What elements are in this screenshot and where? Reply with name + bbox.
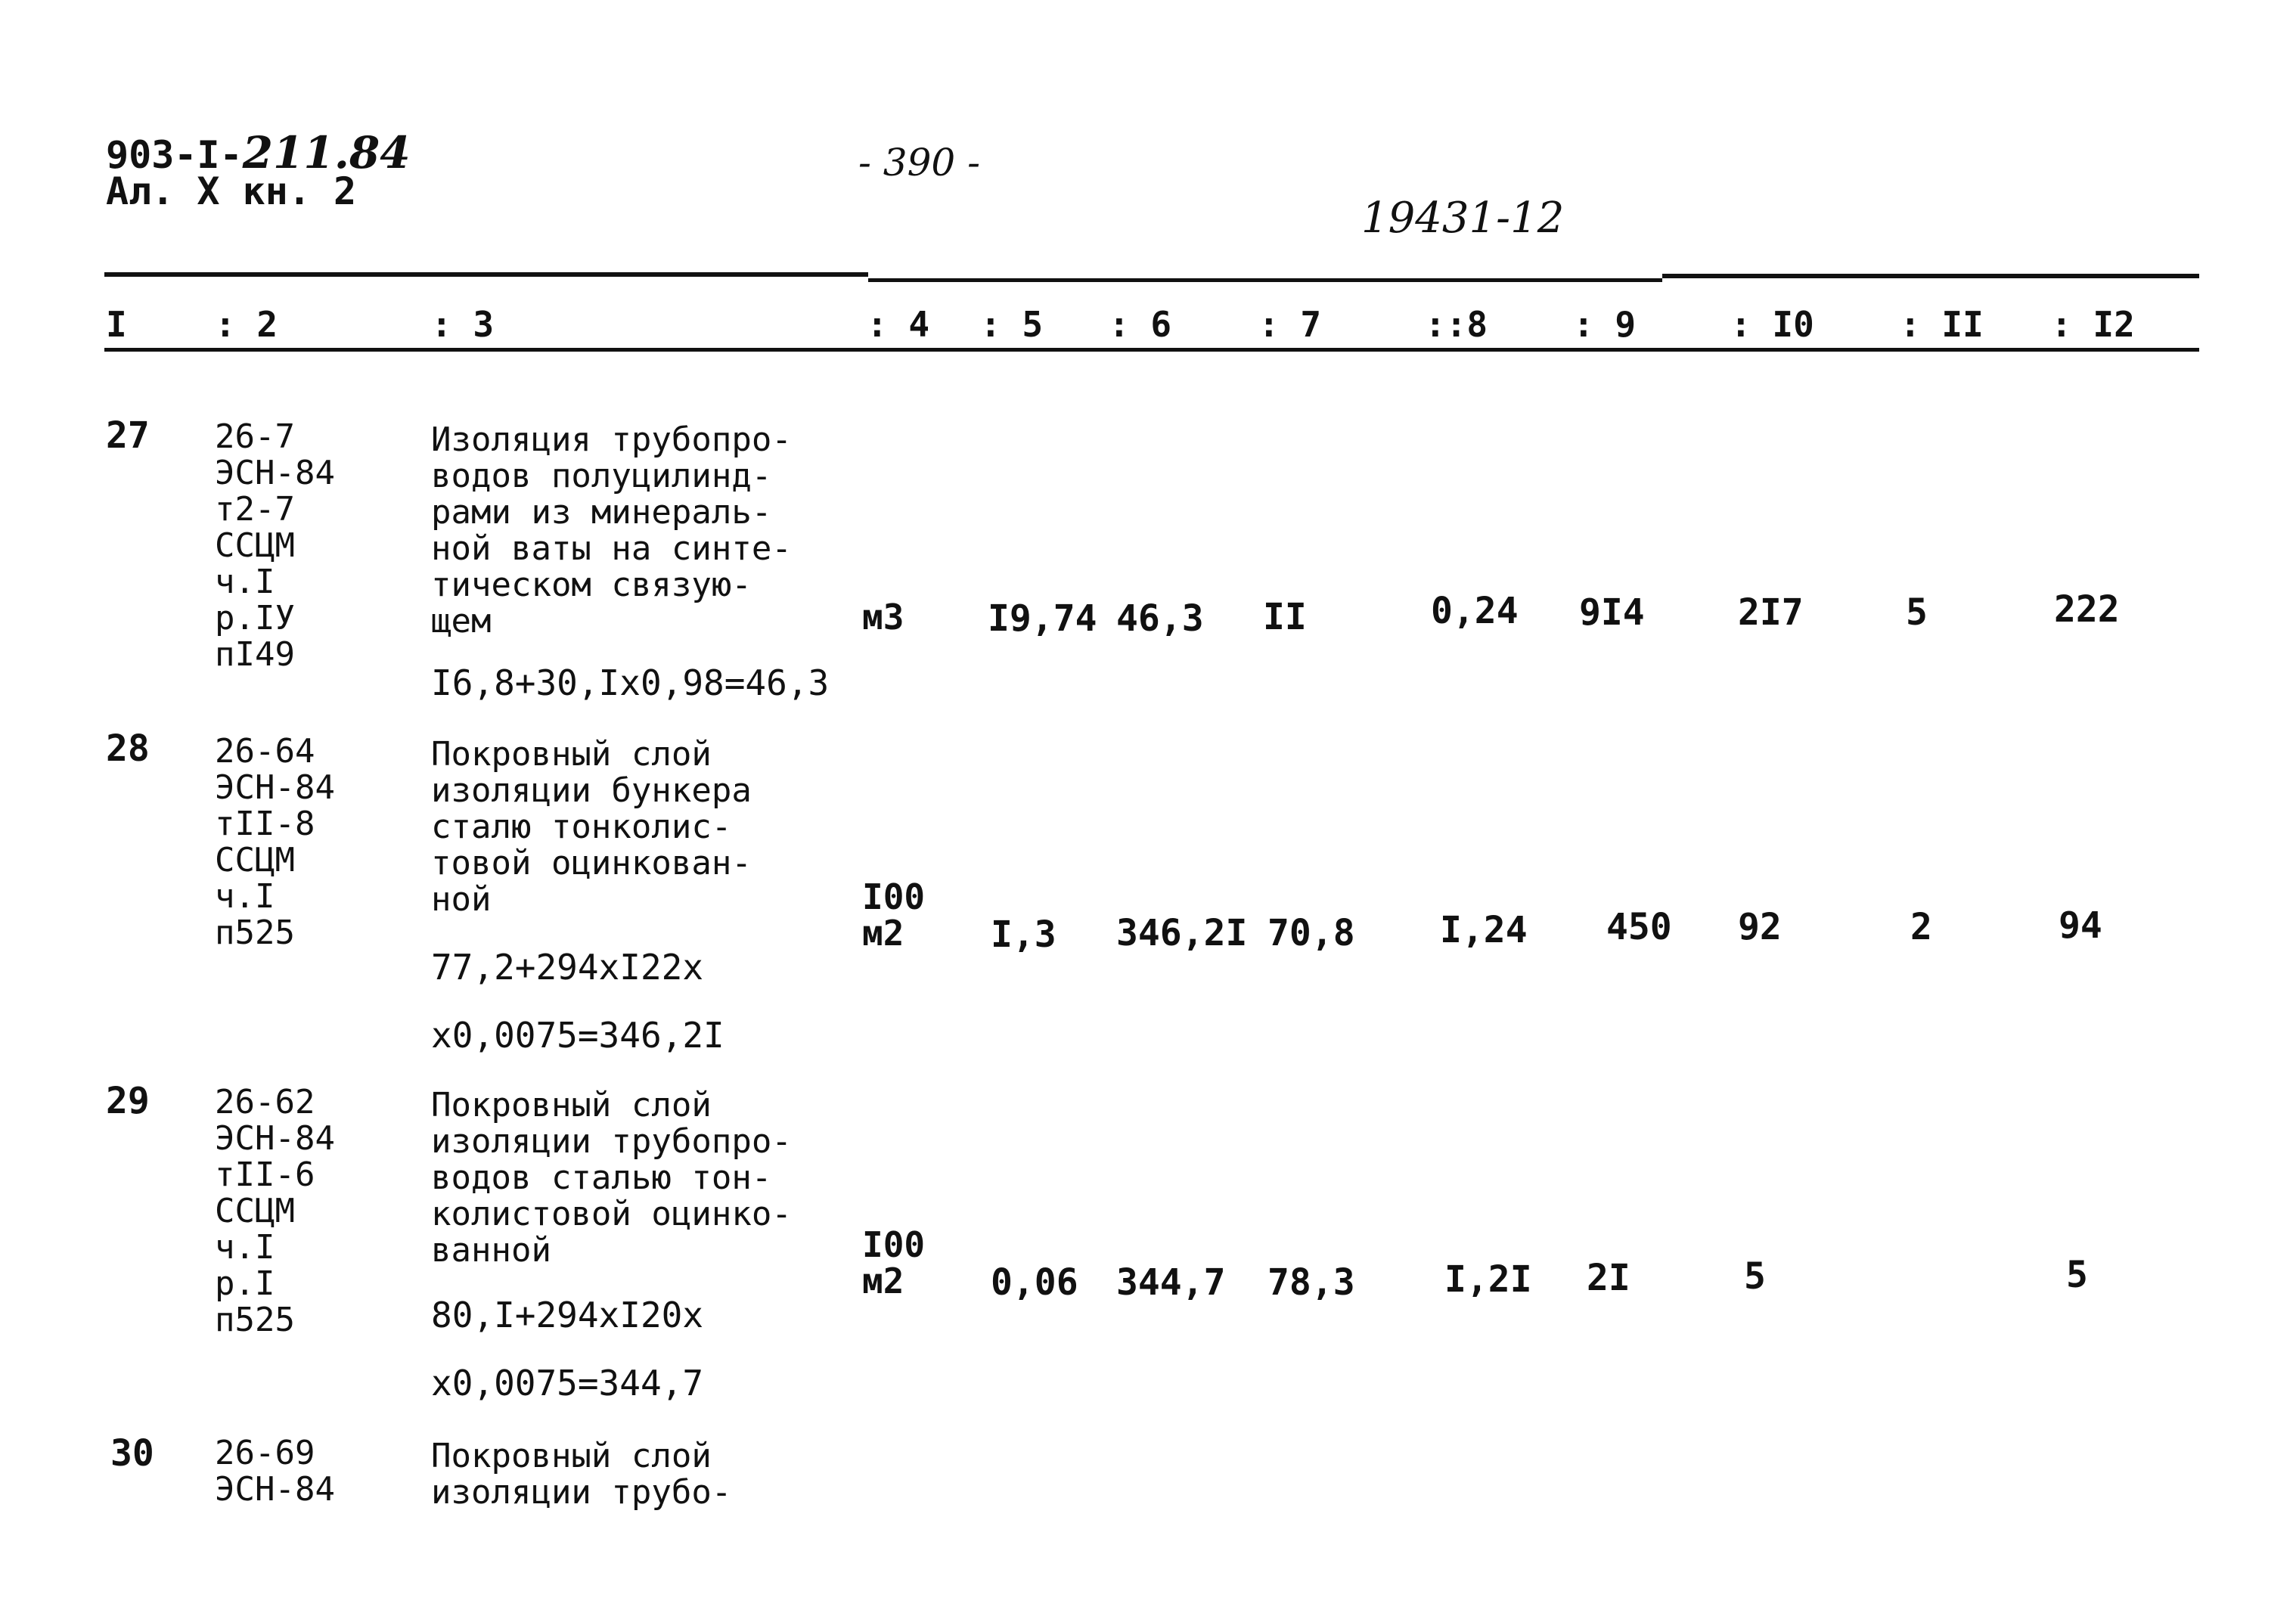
row-28-col8: I,24: [1440, 909, 1528, 951]
row-27-description: Изоляция трубопро- водов полуцилинд- рами из минераль- ной ваты на синте- тическом связую- щем: [431, 420, 792, 641]
row-29-col7: 78,3: [1267, 1261, 1355, 1304]
row-27-col11: 5: [1906, 591, 1928, 634]
row-29-formula-line-1: 80,I+294хI20х: [431, 1295, 704, 1335]
row-27-formula-line-1: I6,8+30,Iх0,98=46,3: [431, 662, 830, 703]
col-header-5: : 5: [980, 304, 1044, 345]
row-28-col5: I,3: [991, 913, 1056, 956]
row-27-unit: м3: [862, 597, 904, 637]
album-line: Ал. X кн. 2: [106, 169, 357, 213]
row-29-description: Покровный слой изоляции трубопро- водов сталью тон- колистовой оцинко- ванной: [431, 1086, 792, 1270]
col-header-4: : 4: [867, 304, 930, 345]
col-header-12: : I2: [2051, 304, 2135, 345]
col-header-7: : 7: [1258, 304, 1322, 345]
col-header-3: : 3: [431, 304, 495, 345]
row-29-formula-line-2: х0,0075=344,7: [431, 1363, 704, 1404]
row-28-col12: 94: [2059, 904, 2102, 947]
col-header-9: : 9: [1573, 304, 1637, 345]
row-27-col9: 9I4: [1579, 591, 1645, 634]
row-27-col7: II: [1263, 596, 1307, 638]
top-rule-right: [1662, 274, 2199, 278]
row-27-code: 26-7 ЭСН-84 т2-7 ССЦМ ч.I р.IУ пI49: [215, 417, 335, 674]
col-header-6: : 6: [1109, 304, 1172, 345]
row-28-col9: 450: [1606, 906, 1672, 948]
row-28-code: 26-64 ЭСН-84 тII-8 ССЦМ ч.I п525: [215, 732, 335, 952]
row-27-col12: 222: [2054, 588, 2120, 631]
row-30-description: Покровный слой изоляции трубо-: [431, 1437, 732, 1512]
handwritten-number: 19431-12: [1361, 194, 1565, 243]
top-rule-left: [104, 272, 868, 277]
row-28-unit: I00 м2: [862, 876, 926, 954]
col-header-11: : II: [1900, 304, 1984, 345]
row-28-formula-line-2: х0,0075=346,2I: [431, 1015, 724, 1056]
row-28-description: Покровный слой изоляции бункера сталю тонколис- товой оцинкован- ной: [431, 735, 752, 919]
row-27-number: 27: [106, 414, 150, 457]
row-29-col6: 344,7: [1116, 1261, 1226, 1304]
row-28-col11: 2: [1910, 906, 1932, 948]
row-27-col6: 46,3: [1116, 597, 1204, 640]
col-header-8: ::8: [1425, 304, 1488, 345]
row-28-col6: 346,2I: [1116, 912, 1248, 954]
page-marker: - 390 -: [858, 141, 981, 185]
row-30-number: 30: [110, 1432, 154, 1475]
row-27-col10: 2I7: [1738, 591, 1804, 634]
row-29-col9: 2I: [1587, 1257, 1630, 1299]
col-header-1: I: [106, 304, 127, 345]
row-29-code: 26-62 ЭСН-84 тII-6 ССЦМ ч.I р.I п525: [215, 1083, 335, 1339]
row-29-col10: 5: [1744, 1255, 1766, 1298]
col-header-10: : I0: [1730, 304, 1814, 345]
row-29-number: 29: [106, 1080, 150, 1122]
document-code-handwritten: 211.84: [242, 127, 411, 178]
row-28-number: 28: [106, 727, 150, 770]
document-code: 903-I-211.84: [106, 127, 411, 178]
row-28-col7: 70,8: [1267, 912, 1355, 954]
row-27-col5: I9,74: [988, 597, 1097, 640]
row-29-col12: 5: [2066, 1254, 2088, 1296]
row-29-unit: I00 м2: [862, 1224, 926, 1301]
row-30-code: 26-69 ЭСН-84: [215, 1434, 335, 1509]
row-28-formula-line-1: 77,2+294хI22х: [431, 947, 704, 988]
row-29-col5: 0,06: [991, 1261, 1078, 1304]
col-header-2: : 2: [215, 304, 278, 345]
row-29-col8: I,2I: [1444, 1258, 1532, 1301]
row-28-col10: 92: [1738, 906, 1782, 948]
top-rule-middle: [868, 278, 1662, 282]
header-underline: [104, 348, 2199, 352]
row-27-col8: 0,24: [1431, 590, 1519, 632]
